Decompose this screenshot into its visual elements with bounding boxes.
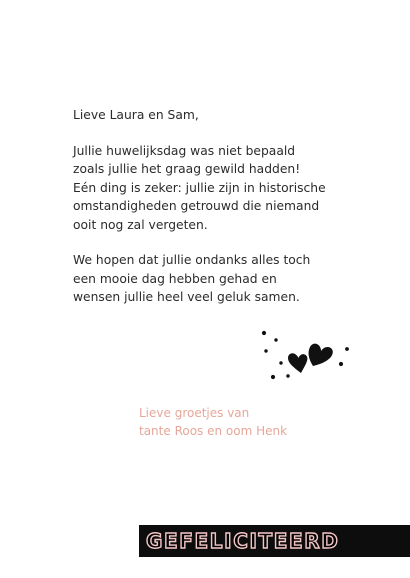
dot bbox=[262, 331, 266, 335]
letter-line: Eén ding is zeker: jullie zijn in historische bbox=[73, 180, 326, 195]
letter-line: Jullie huwelijksdag was niet bepaald bbox=[73, 143, 296, 158]
letter-line: wensen jullie heel veel geluk samen. bbox=[73, 290, 300, 304]
dot bbox=[286, 374, 289, 377]
dot bbox=[271, 375, 275, 379]
two-hearts-with-dots-icon bbox=[255, 325, 355, 385]
signoff-line-1: Lieve groetjes van bbox=[139, 406, 250, 420]
letter-line: een mooie dag hebben gehad en bbox=[73, 271, 277, 286]
letter-line: ooit nog zal vergeten. bbox=[73, 217, 208, 232]
letter-paragraph-2 bbox=[73, 251, 333, 307]
letter-paragraph-1 bbox=[73, 142, 333, 235]
dot bbox=[264, 349, 267, 352]
signoff-line-2: tante Roos en oom Henk bbox=[139, 423, 288, 438]
dot bbox=[345, 347, 349, 351]
dot bbox=[279, 361, 282, 364]
dot bbox=[274, 338, 277, 341]
letter-greeting: Lieve Laura en Sam, bbox=[73, 108, 199, 122]
dot bbox=[339, 362, 343, 366]
big-heart-icon bbox=[309, 344, 333, 366]
banner-text: GEFELICITEERD bbox=[146, 529, 340, 553]
small-heart-icon bbox=[288, 353, 307, 373]
letter-line: We hopen dat jullie ondanks alles toch bbox=[73, 253, 311, 267]
letter-line: omstandigheden getrouwd die niemand bbox=[73, 199, 320, 213]
congratulations-banner bbox=[139, 525, 410, 557]
signoff bbox=[139, 405, 287, 440]
letter-body bbox=[73, 106, 333, 307]
letter-line: zoals jullie het graag gewild hadden! bbox=[73, 162, 301, 176]
